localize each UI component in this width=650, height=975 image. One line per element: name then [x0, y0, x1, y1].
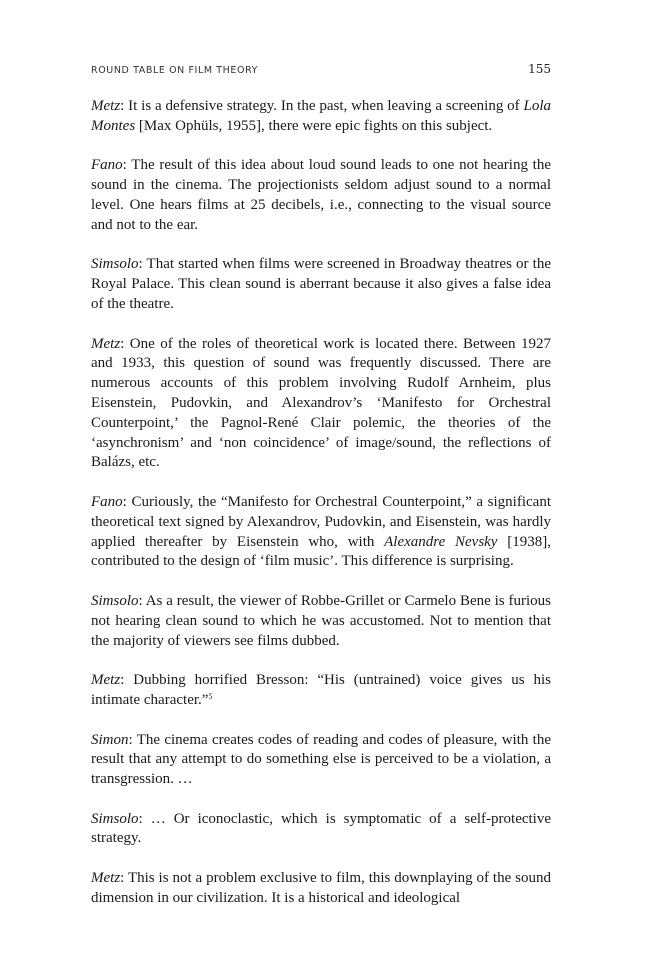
paragraph-text: [Max Ophüls, 1955], there were epic fights on this subject. [135, 117, 493, 134]
paragraph-text: : Dubbing horrified Bresson: “His (untrained) voice gives us his intimate character.” [91, 672, 551, 708]
paragraph-simon-1 [91, 731, 551, 790]
paragraph-metz-3 [91, 671, 551, 711]
speaker-name: Metz [91, 98, 121, 114]
paragraph-fano-1 [91, 156, 551, 235]
speaker-name: Simsolo [91, 256, 139, 273]
film-title: Lola Montes [91, 98, 551, 134]
paragraph-fano-2 [91, 493, 551, 572]
paragraph-metz-2 [91, 335, 551, 474]
page-number: 155 [528, 62, 551, 76]
paragraph-text: : … Or iconoclastic, which is symptomatic of a self-protective strategy. [91, 810, 551, 847]
paragraph-simsolo-1 [91, 255, 551, 314]
speaker-name: Fano [91, 493, 123, 510]
speaker-name: Metz [91, 335, 121, 352]
speaker-name: Simsolo [91, 592, 139, 609]
paragraph-text: : The cinema creates codes of reading and codes of pleasure, with the result that any attempt to do something else is perceived to be a violation, a transgression. … [91, 731, 551, 788]
running-title: ROUND TABLE ON FILM THEORY [91, 65, 259, 76]
paragraph-text: : The result of this idea about loud sound leads to one not hearing the sound in the cinema. The projectionists seldom adjust sound to a normal level. One hears films at 25 decibels, i.e., connecting to the visual source and not to the ear. [91, 157, 551, 233]
speaker-name: Metz [91, 870, 121, 887]
speaker-name: Simon [91, 731, 129, 748]
speaker-name: Metz [91, 672, 121, 689]
film-title: Alexandre Nevsky [384, 533, 498, 550]
paragraph-text: : This is not a problem exclusive to film, this downplaying of the sound dimension in our civilization. It is a historical and ideological [91, 870, 551, 906]
paragraph-simsolo-2 [91, 592, 551, 651]
footnote-marker[interactable]: 5 [208, 691, 213, 701]
paragraph-text: : Curiously, the “Manifesto for Orchestral Counterpoint,” a significant theoretical text signed by Alexandrov, Pudovkin, and Eisenstein, was hardly applied thereafter by Eisenstein who, with [91, 493, 551, 550]
paragraph-text: : That started when films were screened in Broadway theatres or the Royal Palace. This clean sound is aberrant because it also gives a false idea of the theatre. [91, 256, 551, 312]
paragraph-text: [1938], contributed to the design of ‘film music’. This difference is surprising. [91, 533, 551, 570]
paragraph-simsolo-3 [91, 810, 551, 850]
paragraph-text: : One of the roles of theoretical work is located there. Between 1927 and 1933, this question of sound was frequently discussed. There are numerous accounts of this problem involving Rudolf Arnheim, plus Eisenstein, Pudovkin, and Alexandrov’s ‘Manifesto for Orchestral Counterpoint,’ the Pagnol-René Clair polemic, the theories of the ‘asynchronism’ and ‘non coincidence’ of image/sound, the reflections of Balázs, etc. [91, 335, 551, 471]
speaker-name: Simsolo [91, 810, 139, 827]
paragraph-text: : As a result, the viewer of Robbe-Grillet or Carmelo Bene is furious not hearing clean sound to which he was accustomed. Not to mention that the majority of viewers see films dubbed. [91, 592, 551, 649]
paragraph-metz-1 [91, 97, 551, 137]
paragraph-metz-4 [91, 869, 551, 909]
body-text [91, 97, 551, 928]
running-header [91, 62, 551, 76]
paragraph-text: : It is a defensive strategy. In the past, when leaving a screening of [120, 98, 524, 114]
speaker-name: Fano [91, 157, 123, 174]
